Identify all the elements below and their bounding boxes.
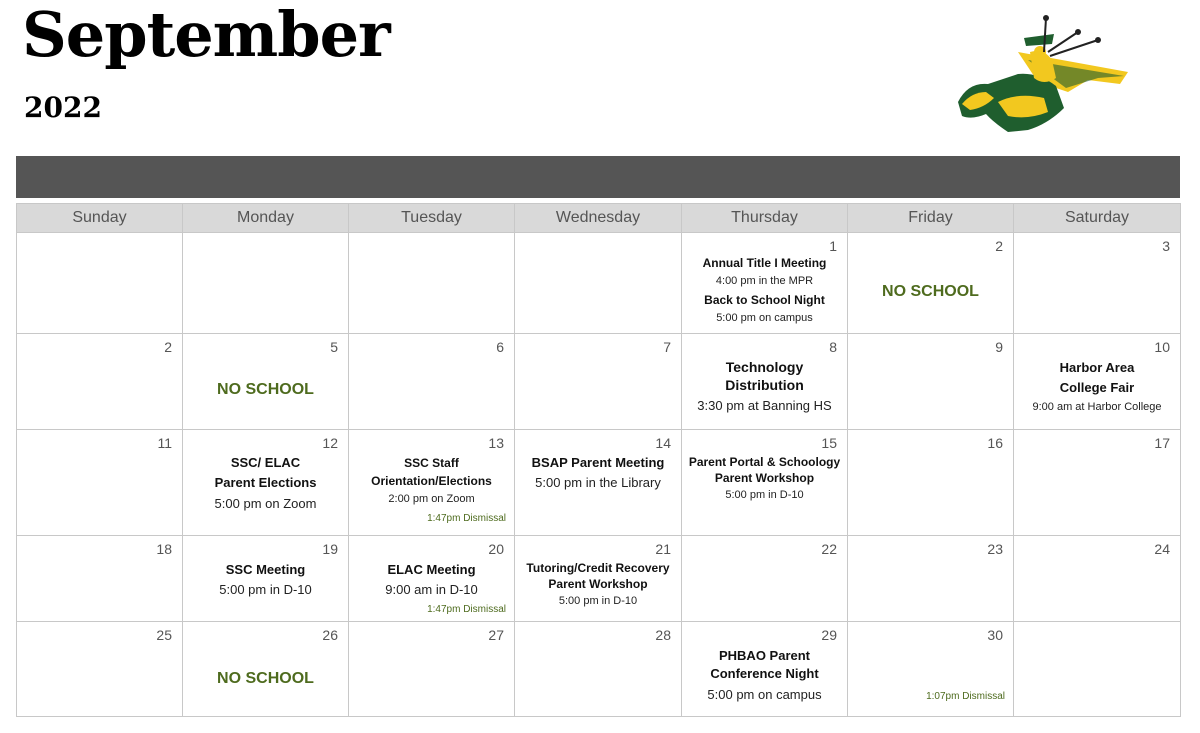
day-cell-21 [515, 536, 682, 622]
day-number: 1 [829, 238, 837, 254]
week-row [17, 536, 1181, 622]
event-title: Annual Title I Meeting [702, 256, 827, 270]
weekday-sunday: Sunday [17, 204, 183, 233]
day-cell-1 [682, 233, 848, 334]
day-cell-12 [183, 430, 349, 536]
day-number: 24 [1154, 541, 1170, 557]
day-number: 26 [322, 627, 338, 643]
calendar-banner [16, 156, 1180, 198]
day-cell-8 [682, 334, 848, 430]
day-number: 27 [488, 627, 504, 643]
event-title: Tutoring/Credit Recovery [526, 561, 670, 575]
event-block [848, 283, 1013, 301]
event-title: Parent Elections [214, 475, 317, 490]
event-time: 5:00 pm on Zoom [214, 496, 317, 511]
event-block [682, 647, 847, 705]
no-school-label: NO SCHOOL [217, 381, 314, 398]
event-time: 5:00 pm on campus [716, 312, 813, 324]
event-block [1014, 358, 1180, 417]
no-school-label: NO SCHOOL [217, 670, 314, 687]
weekday-thursday: Thursday [682, 204, 848, 233]
day-cell-empty [183, 233, 349, 334]
event-title: Orientation/Elections [371, 474, 492, 488]
day-number: 6 [496, 339, 504, 355]
week-row [17, 430, 1181, 536]
event-time: 9:00 am in D-10 [385, 582, 478, 597]
week-row [17, 233, 1181, 334]
event-block [183, 670, 348, 688]
event-title: Conference Night [710, 666, 819, 681]
event-title: ELAC Meeting [387, 562, 476, 577]
day-cell-7 [515, 334, 682, 430]
event-time: 5:00 pm in the Library [535, 475, 661, 490]
day-number: 19 [322, 541, 338, 557]
day-cell-4 [17, 334, 183, 430]
day-number: 18 [156, 541, 172, 557]
event-block [183, 453, 348, 515]
event-title: BSAP Parent Meeting [531, 455, 665, 470]
event-time: 2:00 pm on Zoom [388, 493, 475, 505]
day-number: 20 [488, 541, 504, 557]
day-number: 30 [987, 627, 1003, 643]
event-time: 3:30 pm at Banning HS [697, 398, 832, 413]
day-cell-16 [848, 430, 1014, 536]
day-cell-3 [1014, 233, 1181, 334]
day-cell-19 [183, 536, 349, 622]
event-title: College Fair [1059, 380, 1135, 395]
day-cell-empty [515, 233, 682, 334]
weekday-friday: Friday [848, 204, 1014, 233]
day-number: 8 [829, 339, 837, 355]
day-cell-22 [682, 536, 848, 622]
event-block [682, 254, 847, 328]
day-cell-29 [682, 622, 848, 717]
weekday-tuesday: Tuesday [349, 204, 515, 233]
day-cell-18 [17, 536, 183, 622]
day-cell-15 [682, 430, 848, 536]
day-number: 25 [156, 627, 172, 643]
month-title: September [22, 0, 390, 71]
day-cell-13 [349, 430, 515, 536]
day-number: 10 [1154, 339, 1170, 355]
event-title: Distribution [725, 377, 804, 393]
day-number: 13 [488, 435, 504, 451]
event-time: 5:00 pm in D-10 [219, 582, 312, 597]
event-title: PHBAO Parent [718, 648, 811, 663]
weekday-header-row [17, 204, 1181, 233]
day-cell-28 [515, 622, 682, 717]
dismissal-note: 1:47pm Dismissal [427, 513, 506, 524]
day-cell-6 [349, 334, 515, 430]
day-cell-25 [17, 622, 183, 717]
week-row [17, 334, 1181, 430]
day-number: 2 [995, 238, 1003, 254]
event-block [349, 454, 514, 509]
day-number: 7 [663, 339, 671, 355]
event-time: 4:00 pm in the MPR [715, 275, 814, 287]
event-title: SSC Meeting [225, 562, 306, 577]
day-cell-10 [1014, 334, 1181, 430]
day-number: 22 [821, 541, 837, 557]
day-cell-2 [848, 233, 1014, 334]
day-number: 11 [157, 435, 172, 451]
day-number: 2 [164, 339, 172, 355]
event-title: Back to School Night [704, 293, 825, 307]
event-time: 5:00 pm in D-10 [558, 595, 638, 607]
day-number: 23 [987, 541, 1003, 557]
day-number: 15 [821, 435, 837, 451]
day-cell-30 [848, 622, 1014, 717]
calendar-grid [16, 203, 1181, 717]
event-block [183, 560, 348, 600]
day-cell-17 [1014, 430, 1181, 536]
event-title: Parent Workshop [714, 471, 815, 485]
day-cell-empty [349, 233, 515, 334]
event-title: SSC/ ELAC [230, 455, 301, 470]
day-number: 14 [655, 435, 671, 451]
week-row [17, 622, 1181, 717]
event-time: 9:00 am at Harbor College [1032, 401, 1162, 413]
year-title: 2022 [24, 91, 102, 124]
event-title: Harbor Area [1059, 360, 1135, 375]
day-number: 29 [821, 627, 837, 643]
dismissal-note: 1:07pm Dismissal [926, 691, 1005, 702]
event-title: Technology [725, 359, 804, 375]
weekday-saturday: Saturday [1014, 204, 1181, 233]
day-cell-23 [848, 536, 1014, 622]
day-cell-5 [183, 334, 349, 430]
day-number: 12 [322, 435, 338, 451]
event-block [183, 381, 348, 399]
day-cell-14 [515, 430, 682, 536]
day-cell-empty [1014, 622, 1181, 717]
event-time: 5:00 pm in D-10 [725, 489, 804, 501]
event-block [682, 358, 847, 416]
day-cell-9 [848, 334, 1014, 430]
event-title: Parent Portal & Schoology [688, 455, 841, 469]
day-number: 9 [995, 339, 1003, 355]
day-cell-empty [17, 233, 183, 334]
day-cell-24 [1014, 536, 1181, 622]
day-number: 3 [1162, 238, 1170, 254]
day-cell-11 [17, 430, 183, 536]
dismissal-note: 1:47pm Dismissal [427, 604, 506, 615]
day-number: 5 [330, 339, 338, 355]
event-title: Parent Workshop [548, 577, 648, 591]
day-cell-26 [183, 622, 349, 717]
day-number: 21 [655, 541, 671, 557]
weekday-monday: Monday [183, 204, 349, 233]
event-block [515, 453, 681, 493]
event-title: SSC Staff [404, 456, 459, 470]
weekday-wednesday: Wednesday [515, 204, 682, 233]
event-block [349, 560, 514, 600]
day-number: 17 [1154, 435, 1170, 451]
day-cell-27 [349, 622, 515, 717]
day-cell-20 [349, 536, 515, 622]
event-block [515, 560, 681, 611]
day-number: 16 [987, 435, 1003, 451]
no-school-label: NO SCHOOL [882, 283, 979, 300]
school-mascot-logo [948, 12, 1132, 142]
event-block [682, 454, 847, 505]
day-number: 28 [655, 627, 671, 643]
event-time: 5:00 pm on campus [707, 687, 822, 702]
